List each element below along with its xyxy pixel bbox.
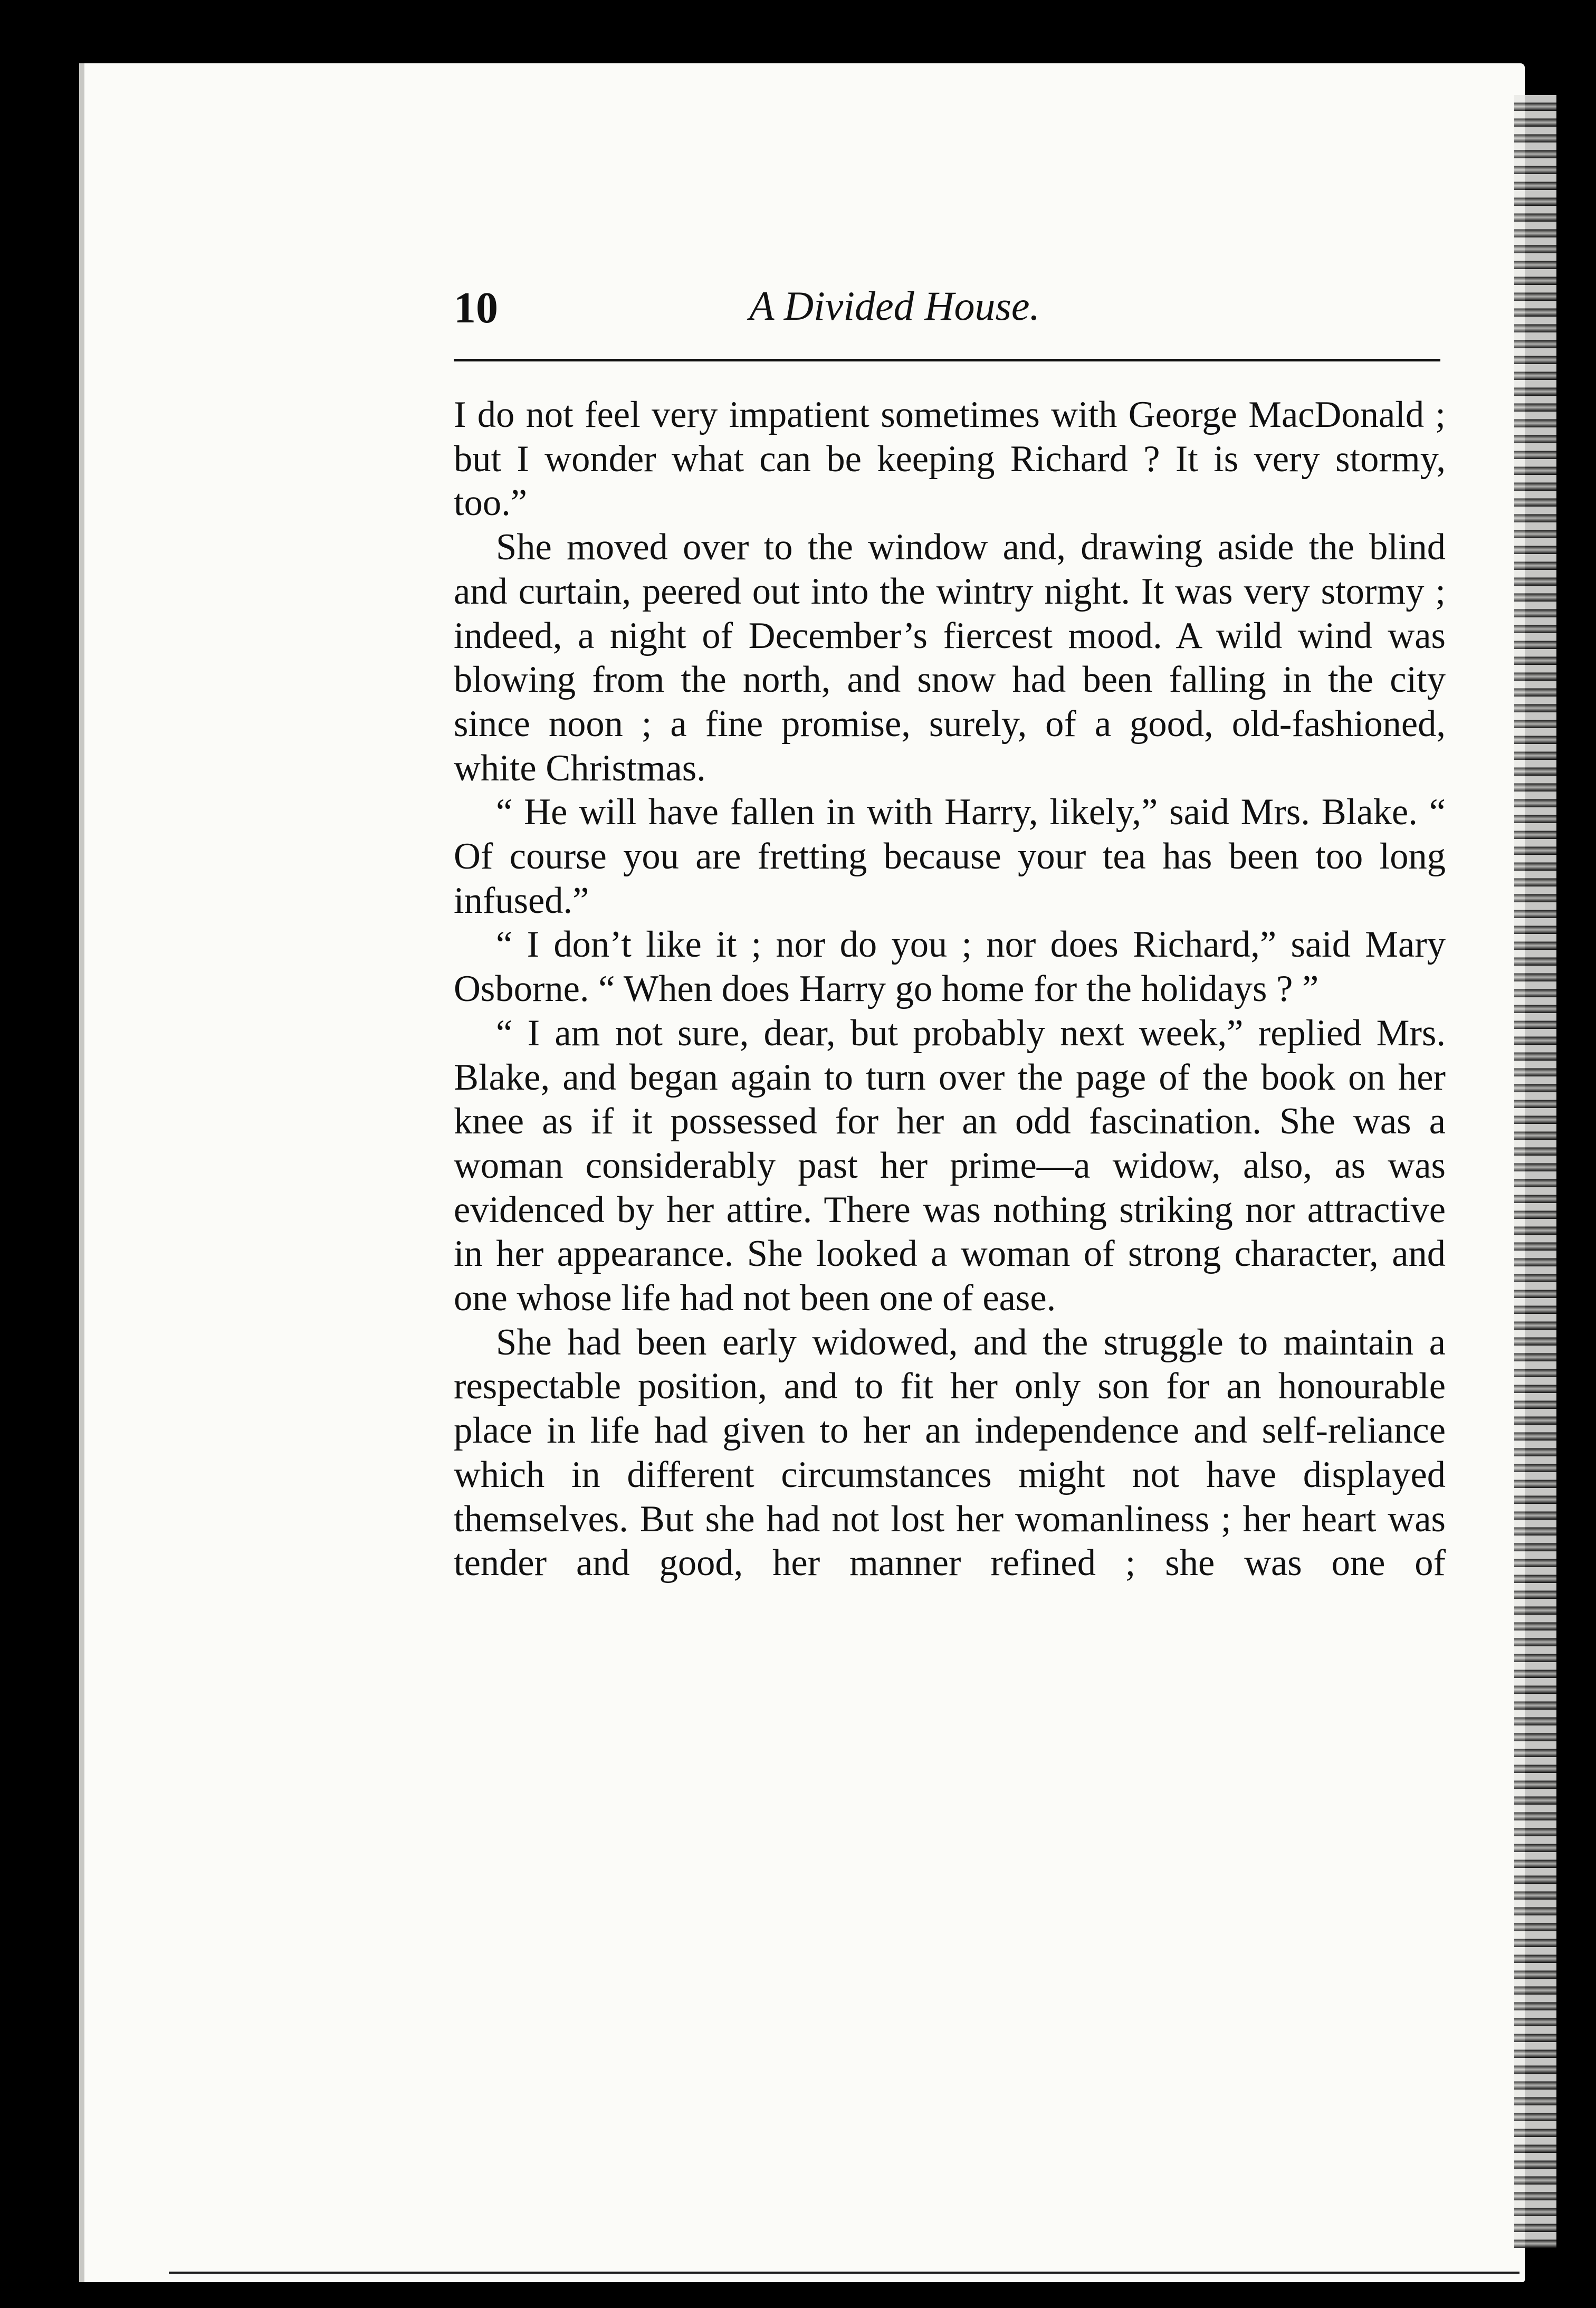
body-text xyxy=(454,393,1446,1586)
running-title: A Divided House. xyxy=(749,283,1040,329)
paragraph-1: I do not feel very impatient sometimes with George MacDonald ; but I wonder what can be keeping Richard ? It is very stormy, too.” xyxy=(454,394,1446,524)
page-number: 10 xyxy=(454,283,498,332)
page-fore-edge xyxy=(1514,95,1556,2248)
page-left-edge xyxy=(79,63,84,2282)
bottom-border-line xyxy=(169,2272,1519,2274)
paragraph-2: She moved over to the window and, drawing aside the blind and curtain, peered out into the wintry night. It was very stormy ; indeed, a night of December’s fiercest mood. A wild wind was blowing from the north, and snow had been falling in the city since noon ; a fine promise, surely, of a good, old-fashioned, white Christmas. xyxy=(454,527,1446,789)
paragraph-3: “ He will have fallen in with Harry, likely,” said Mrs. Blake. “ Of course you are fretting because your tea has been too long infused.” xyxy=(454,791,1446,921)
running-header xyxy=(454,282,1440,346)
paragraph-4: “ I don’t like it ; nor do you ; nor does Richard,” said Mary Osborne. “ When does Harry go home for the holidays ? ” xyxy=(454,924,1446,1010)
header-rule xyxy=(454,359,1440,361)
paragraph-6: She had been early widowed, and the struggle to maintain a respectable position, and to fit her only son for an honourable place in life had given to her an independence and self-reliance which in different circumstances might not have displayed themselves. But she had not lost her womanliness ; her heart was tender and good, her manner refined ; she was one of xyxy=(454,1321,1446,1584)
paragraph-5: “ I am not sure, dear, but probably next week,” replied Mrs. Blake, and began again to turn over the page of the book on her knee as if it possessed for her an odd fascination. She was a woman considerably past her prime—a widow, also, as was evidenced by her attire. There was nothing striking nor attractive in her appearance. She looked a woman of strong character, and one whose life had not been one of ease. xyxy=(454,1012,1446,1319)
